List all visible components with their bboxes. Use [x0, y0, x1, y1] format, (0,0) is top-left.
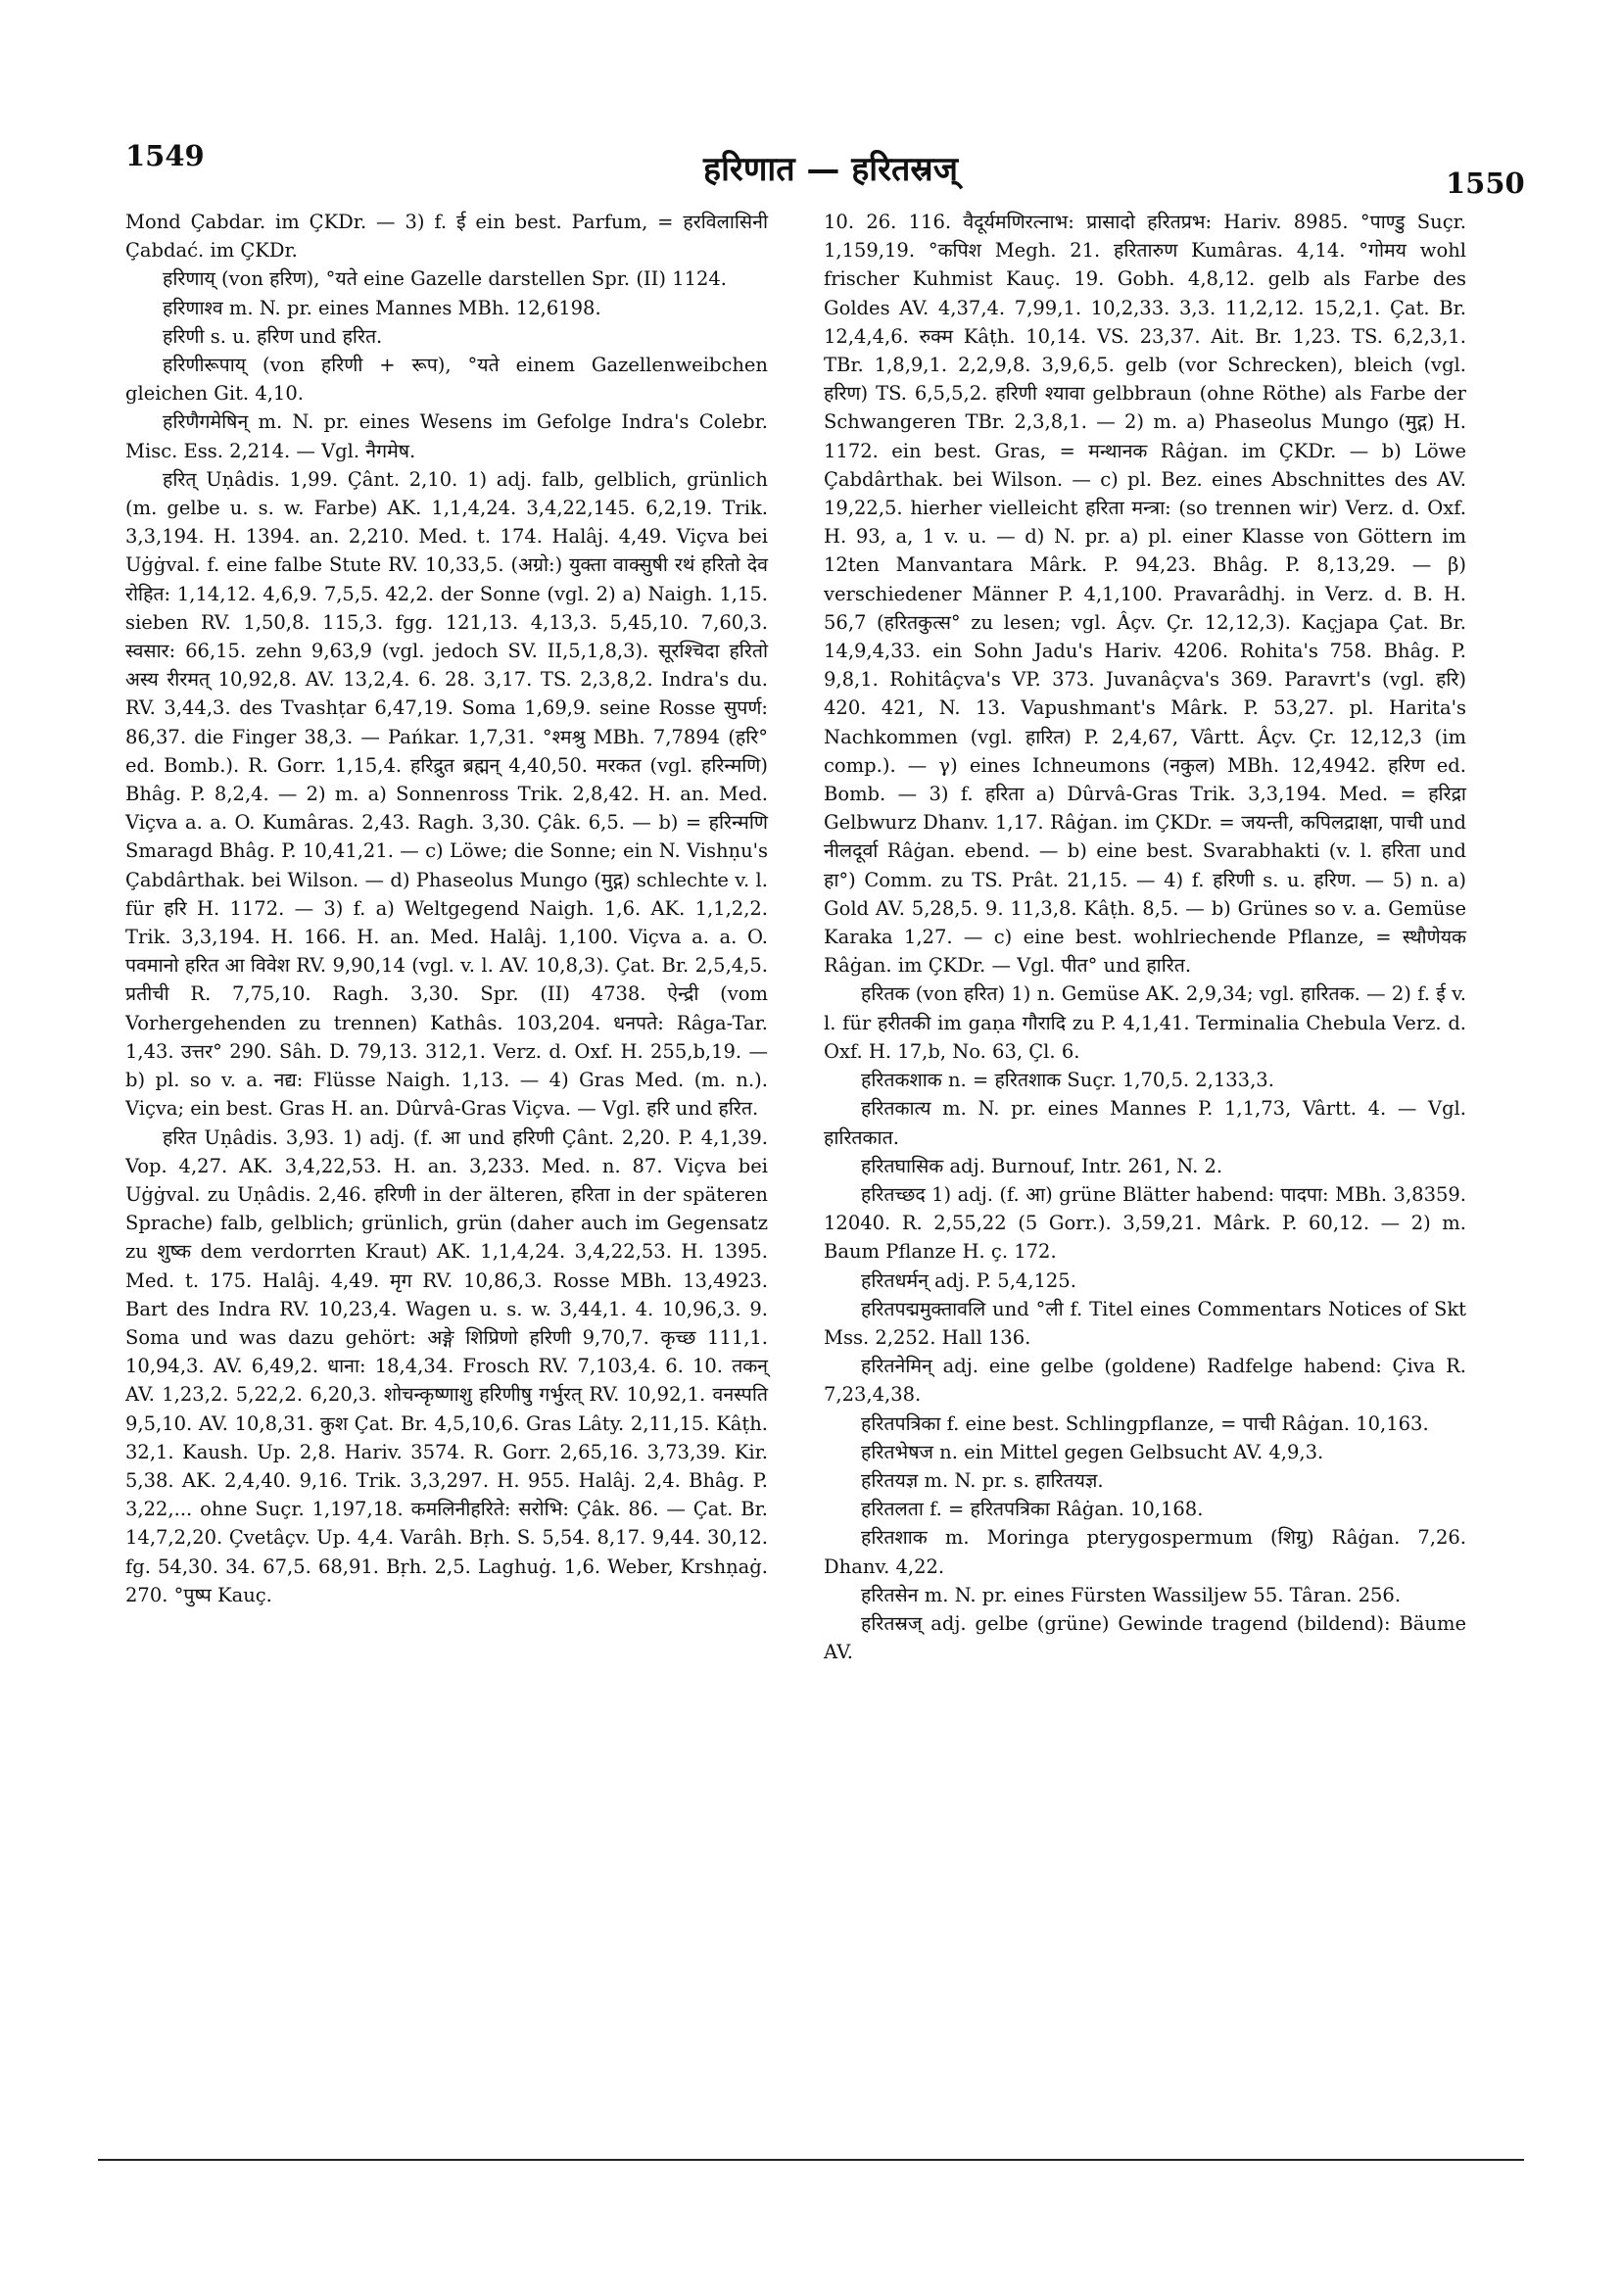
entry: हरितकशाक n. = हरितशाक Suçr. 1,70,5. 2,133,3. [861, 1069, 1274, 1092]
entry: हरितयज्ञ m. N. pr. s. हारितयज्ञ. [861, 1468, 1104, 1492]
entry: हरिणी s. u. हरिण und हरित. [163, 324, 383, 348]
entry: हरिणीरूपाय् (von हरिणी + रूप), °यते einem Gazellenweibchen gleichen Git. 4,10. [125, 354, 768, 406]
entry: हरितभेषज n. ein Mittel gegen Gelbsucht AV. 4,9,3. [861, 1440, 1324, 1463]
bottom-rule [98, 2159, 1524, 2161]
entry: हरिणैगमेषिन् m. N. pr. eines Wesens im Gefolge Indra's Colebr. Misc. Ess. 2,214. — Vgl. नैगमेष. [125, 410, 768, 462]
page-heading: हरिणात — हरितस्रज् [703, 150, 958, 189]
entry: हरित Uṇâdis. 3,93. 1) adj. (f. आ und हरिणी Çânt. 2,20. P. 4,1,39. Vop. 4,27. AK. 3,4,22,53. H. an. 3,233. Med. n. 87. Viçva bei Uġġval. zu Uṇâdis. 2,46. हरिणी in der älteren, हरिता in der späteren Sprache) falb, gelblich; grünlich, grün (daher auch im Gegensatz zu शुष्क dem verdorrten Kraut) AK. 1,1,4,24. 3,4,22,53. H. 1395. Med. t. 175. Halâj. 4,49. मृग RV. 10,86,3. Rosse MBh. 13,4923. Bart des Indra RV. 10,23,4. Wagen u. s. w. 3,44,1. 4. 10,96,3. 9. Soma und was dazu gehört: अङ्गे शिप्रिणो हरिणी 9,70,7. कृच्छ 111,1. 10,94,3. AV. 6,49,2. धाना: 18,4,34. Frosch RV. 7,103,4. 6. 10. तकन् AV. 1,23,2. 5,22,2. 6,20,3. शोचन्कृष्णाशु हरिणीषु गर्भुरत् RV. 10,92,1. वनस्पति 9,5,10. AV. 10,8,31. कुश Çat. Br. 4,5,10,6. Gras Lâty. 2,11,15. Kâṭh. 32,1. Kaush. Up. 2,8. Hariv. 3574. R. Gorr. 2,65,16. 3,73,39. Kir. 5,38. AK. 2,4,40. 9,16. Trik. 3,3,297. H. 955. Halâj. 2,4. Bhâg. P. 3,22,... ohne Suçr. 1,197,18. कमलिनीहरिते: सरोभि: Çâk. 86. — Çat. Br. 14,7,2,20. Çvetâçv. Up. 4,4. Varâh. Bṛh. S. 5,54. 8,17. 9,44. 30,12. fg. 54,30. 34. 67,5. 68,91. Bṛh. 2,5. Laghuġ. 1,6. Weber, Krshṇaġ. 270. °पुष्प Kauç. [125, 1125, 768, 1606]
entry: हरित् Uṇâdis. 1,99. Çânt. 2,10. 1) adj. falb, gelblich, grünlich (m. gelbe u. s. w. Farbe) AK. 1,1,4,24. 3,4,22,145. 6,2,19. Trik. 3,3,194. H. 1394. an. 2,210. Med. t. 174. Halâj. 4,49. Viçva bei Uġġval. f. eine falbe Stute RV. 10,33,5. (अग्रो:) युक्ता वाक्सुषी रथं हरितो देव रोहित: 1,14,12. 4,6,9. 7,5,5. 42,2. der Sonne (vgl. 2) a) Naigh. 1,15. sieben RV. 1,50,8. 115,3. fgg. 121,13. 4,13,3. 5,45,10. 7,60,3. स्वसार: 66,15. zehn 9,63,9 (vgl. jedoch SV. II,5,1,8,3). सूरश्चिदा हरितो अस्य रीरमत् 10,92,8. AV. 13,2,4. 6. 28. 3,17. TS. 2,3,8,2. Indra's du. RV. 3,44,3. des Tvashṭar 6,47,19. Soma 1,69,9. seine Rosse सुपर्ण: 86,37. die Finger 38,3. — Pańkar. 1,7,31. °श्मश्रु MBh. 7,7894 (हरि° ed. Bomb.). R. Gorr. 1,15,4. हरिद्रुत ब्रह्मन् 4,40,50. मरकत (vgl. हरिन्मणि) Bhâg. P. 8,2,4. — 2) m. a) Sonnenross Trik. 2,8,42. H. an. Med. Viçva a. a. O. Kumâras. 2,43. Ragh. 3,30. Çâk. 6,5. — b) = हरिन्मणि Smaragd Bhâg. P. 10,41,21. — c) Löwe; die Sonne; ein N. Vishṇu's Çabdârthak. bei Wilson. — d) Phaseolus Mungo (मुद्ग) schlechte v. l. für हरि H. 1172. — 3) f. a) Weltgegend Naigh. 1,6. AK. 1,1,2,2. Trik. 3,3,194. H. 166. H. an. Med. Halâj. 1,100. Viçva a. a. O. पवमानो हरित आ विवेश RV. 9,90,14 (vgl. v. l. AV. 10,8,3). Çat. Br. 2,5,4,5. प्रतीची R. 7,75,10. Ragh. 3,30. Spr. (II) 4738. ऐन्द्री (vom Vorhergehenden zu trennen) Kathâs. 103,204. धनपते: Râga-Tar. 1,43. उत्तर° 290. Sâh. D. 79,13. 312,1. Verz. d. Oxf. H. 255,b,19. — b) pl. so v. a. नद्य: Flüsse Naigh. 1,13. — 4) Gras Med. (m. n.). Viçva; ein best. Gras H. an. Dûrvâ-Gras Viçva. — Vgl. हरि und हरित. [125, 467, 768, 1121]
entry-continuation: 10. 26. 116. वैदूर्यमणिरत्नाभ: प्रासादो हरितप्रभ: Hariv. 8985. °पाण्डु Suçr. 1,159,19. °कपिश Megh. 21. हरितारुण Kumâras. 4,14. °गोमय wohl frischer Kuhmist Kauç. 19. Gobh. 4,8,12. gelb als Farbe des Goldes AV. 4,37,4. 7,99,1. 10,2,33. 3,3. 11,2,12. 15,2,1. Çat. Br. 12,4,4,6. रुक्म Kâṭh. 10,14. VS. 23,37. Ait. Br. 1,23. TS. 6,2,3,1. TBr. 1,8,9,1. 2,2,9,8. 3,9,6,5. gelb (vor Schrecken), bleich (vgl. हरिण) TS. 6,5,5,2. हरिणी श्यावा gelbbraun (ohne Röthe) als Farbe der Schwangeren TBr. 2,3,8,1. — 2) m. a) Phaseolus Mungo (मुद्ग) H. 1172. ein best. Gras, = मन्थानक Râġan. im ÇKDr. — b) Löwe Çabdârthak. bei Wilson. — c) pl. Bez. eines Abschnittes des AV. 19,22,5. hierher vielleicht हरिता मन्त्रा: (so trennen wir) Verz. d. Oxf. H. 93, a, 1 v. u. — d) N. pr. a) pl. einer Klasse von Göttern im 12ten Manvantara Mârk. P. 94,23. Bhâg. P. 8,13,29. — β) verschiedener Männer P. 4,1,100. Pravarâdhj. in Verz. d. B. H. 56,7 (हरितकुत्स° zu lesen; vgl. Âçv. Çr. 12,12,3). Kaçjapa Çat. Br. 14,9,4,33. ein Sohn Jadu's Hariv. 4206. Rohita's 758. Bhâg. P. 9,8,1. Rohitâçva's VP. 373. Juvanâçva's 369. Paravrt's (vgl. हरि) 420. 421, N. 13. Vapushmant's Mârk. P. 53,27. pl. Harita's Nachkommen (vgl. हारित) P. 2,4,67, Vârtt. Âçv. Çr. 12,12,3 (im comp.). — γ) eines Ichneumons (नकुल) MBh. 12,4942. हरिण ed. Bomb. — 3) f. हरिता a) Dûrvâ-Gras Trik. 3,3,194. Med. = हरिद्रा Gelbwurz Dhanv. 1,17. Râġan. im ÇKDr. = जयन्ती, कपिलद्राक्षा, पाची und नीलदूर्वा Râġan. ebend. — b) eine best. Svarabhakti (v. l. हरिता und हा°) Comm. zu TS. Prât. 21,15. — 4) f. हरिणी s. u. हरिण. — 5) n. a) Gold AV. 5,28,5. 9. 11,3,8. Kâṭh. 8,5. — b) Grünes so v. a. Gemüse Karaka 1,27. — c) eine best. wohlriechende Pflanze, = स्थौणेयक Râġan. im ÇKDr. — Vgl. पीत° und हारित. [824, 211, 1466, 978]
entry: हरितधर्मन् adj. P. 5,4,125. [861, 1268, 1076, 1292]
entry-continuation: Mond Çabdar. im ÇKDr. — 3) f. ई ein best. Parfum, = हरविलासिनी Çabdać. im ÇKDr. [125, 211, 768, 263]
entry: हरितपत्रिका f. eine best. Schlingpflanze, = पाची Râġan. 10,163. [861, 1411, 1429, 1435]
entry: हरितनेमिन् adj. eine gelbe (goldene) Radfelge habend: Çiva R. 7,23,4,38. [824, 1355, 1466, 1407]
entry: हरितसेन m. N. pr. eines Fürsten Wassiljew 55. Târan. 256. [861, 1583, 1402, 1606]
right-column [824, 208, 1466, 1666]
entry: हरितपद्ममुक्तावलि und °ली f. Titel eines Commentars Notices of Skt Mss. 2,252. Hall 136. [824, 1297, 1466, 1349]
entry: हरितघासिक adj. Burnouf, Intr. 261, N. 2. [861, 1154, 1223, 1177]
entry: हरितकात्य m. N. pr. eines Mannes P. 1,1,73, Vârtt. 4. — Vgl. हारितकात. [824, 1097, 1466, 1149]
entry: हरितलता f. = हरितपत्रिका Râġan. 10,168. [861, 1498, 1204, 1521]
entry: हरितशाक m. Moringa pterygospermum (शिग्रु) Râġan. 7,26. Dhanv. 4,22. [824, 1526, 1466, 1578]
page-number-right: 1550 [1446, 167, 1525, 200]
entry: हरितच्छद 1) adj. (f. आ) grüne Blätter habend: पादपा: MBh. 3,8359. 12040. R. 2,55,22 (5 Gorr.). 3,59,21. Mârk. P. 60,12. — 2) m. Baum Pflanze H. ç. 172. [824, 1182, 1466, 1264]
entry: हरितक (von हरित) 1) n. Gemüse AK. 2,9,34; vgl. हारितक. — 2) f. ई v. l. für हरीतकी im gaṇa गौरादि zu P. 4,1,41. Terminalia Chebula Verz. d. Oxf. H. 17,b, No. 63, Çl. 6. [824, 982, 1466, 1063]
entry: हरितस्रज् adj. gelbe (grüne) Gewinde tragend (bildend): Bäume AV. [824, 1611, 1466, 1664]
page-number-left: 1549 [125, 139, 205, 172]
entry: हरिणाय् (von हरिण), °यते eine Gazelle darstellen Spr. (II) 1124. [163, 267, 727, 291]
left-column [125, 208, 768, 1609]
entry: हरिणाश्व m. N. pr. eines Mannes MBh. 12,6198. [163, 296, 601, 319]
